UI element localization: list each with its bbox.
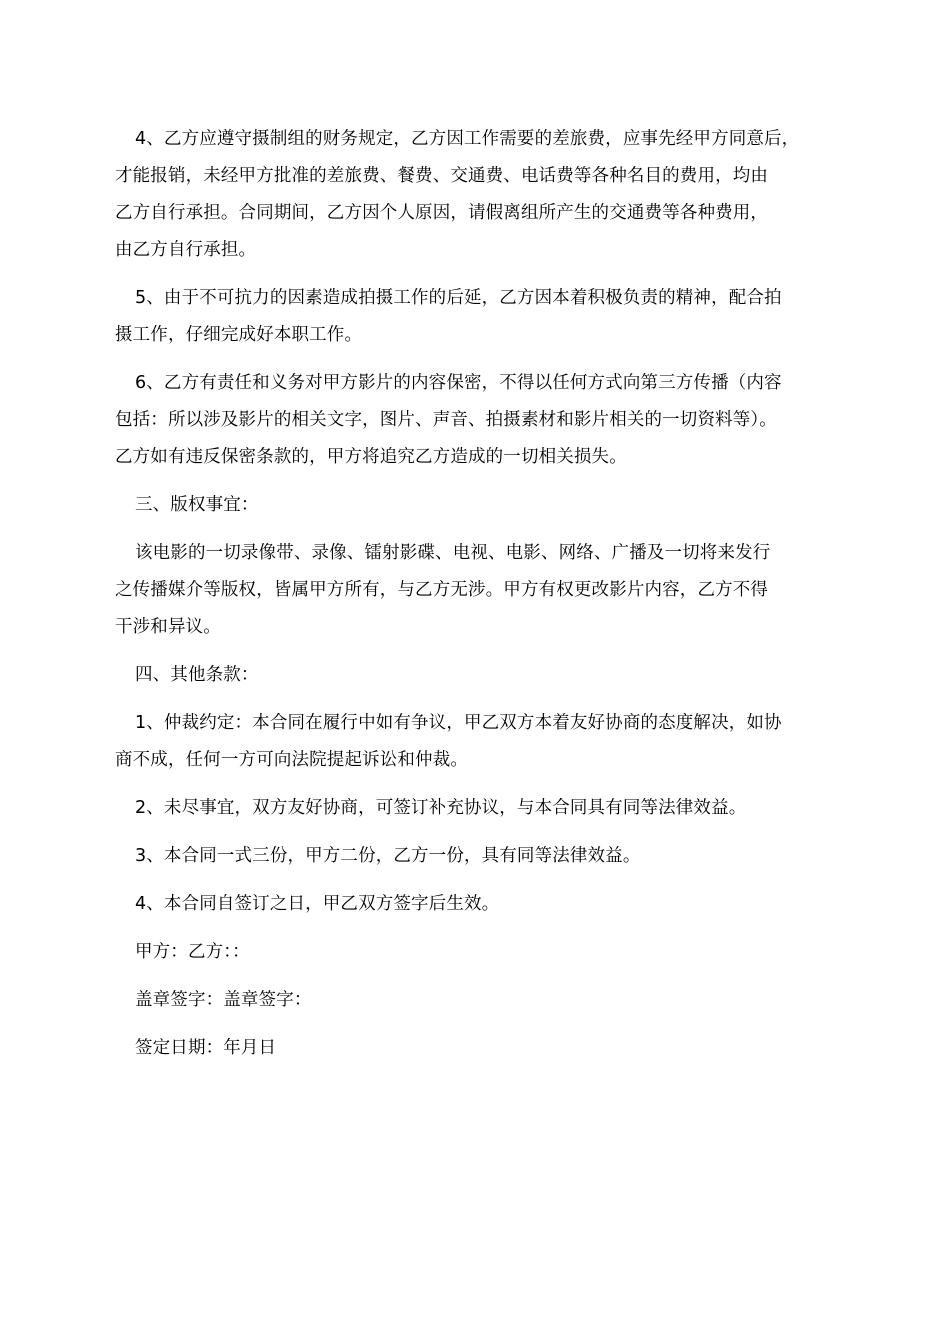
section-heading — [115, 487, 839, 524]
clause-paragraph — [115, 838, 839, 875]
clause-paragraph — [115, 886, 839, 923]
text-line: 盖章签字：盖章签字： — [135, 990, 312, 1010]
text-line: 三、版权事宜： — [135, 495, 259, 515]
text-line: 2、未尽事宜，双方友好协商，可签订补充协议，与本合同具有同等法律效益。 — [135, 798, 747, 818]
clause-paragraph — [115, 280, 839, 354]
clause-paragraph — [115, 705, 839, 779]
signature-seal — [115, 982, 839, 1019]
clause-paragraph — [115, 535, 839, 646]
text-line: 由乙方自行承担。 — [115, 240, 257, 260]
text-line: 3、本合同一式三份，甲方二份，乙方一份，具有同等法律效益。 — [135, 846, 641, 866]
clause-paragraph — [115, 121, 839, 269]
clause-paragraph — [115, 790, 839, 827]
text-line: 5、由于不可抗力的因素造成拍摄工作的后延，乙方因本着积极负责的精神，配合拍 — [135, 288, 782, 308]
document-body — [115, 121, 839, 1067]
text-line: 4、乙方应遵守摄制组的财务规定，乙方因工作需要的差旅费，应事先经甲方同意后， — [135, 129, 800, 149]
signature-parties — [115, 934, 839, 971]
text-line: 摄工作，仔细完成好本职工作。 — [115, 325, 363, 345]
section-heading — [115, 657, 839, 694]
signature-date — [115, 1030, 839, 1067]
text-line: 签定日期：年月日 — [135, 1038, 277, 1058]
text-line: 商不成，任何一方可向法院提起诉讼和仲裁。 — [115, 750, 468, 770]
clause-paragraph — [115, 365, 839, 476]
text-line: 该电影的一切录像带、录像、镭射影碟、电视、电影、网络、广播及一切将来发行 — [135, 543, 771, 563]
text-line: 之传播媒介等版权，皆属甲方所有，与乙方无涉。甲方有权更改影片内容，乙方不得 — [115, 580, 769, 600]
text-line: 干涉和异议。 — [115, 617, 221, 637]
text-line: 4、本合同自签订之日，甲乙双方签字后生效。 — [135, 894, 500, 914]
text-line: 才能报销，未经甲方批准的差旅费、餐费、交通费、电话费等各种名目的费用，均由 — [115, 166, 769, 186]
text-line: 1、仲裁约定：本合同在履行中如有争议，甲乙双方本着友好协商的态度解决，如协 — [135, 713, 782, 733]
text-line: 乙方如有违反保密条款的，甲方将追究乙方造成的一切相关损失。 — [115, 447, 627, 467]
text-line: 四、其他条款： — [135, 665, 259, 685]
text-line: 包括：所以涉及影片的相关文字，图片、声音、拍摄素材和影片相关的一切资料等）。 — [115, 410, 777, 430]
text-line: 甲方：乙方：： — [135, 942, 250, 962]
text-line: 乙方自行承担。合同期间，乙方因个人原因，请假离组所产生的交通费等各种费用， — [115, 203, 769, 223]
text-line: 6、乙方有责任和义务对甲方影片的内容保密，不得以任何方式向第三方传播（内容 — [135, 373, 782, 393]
